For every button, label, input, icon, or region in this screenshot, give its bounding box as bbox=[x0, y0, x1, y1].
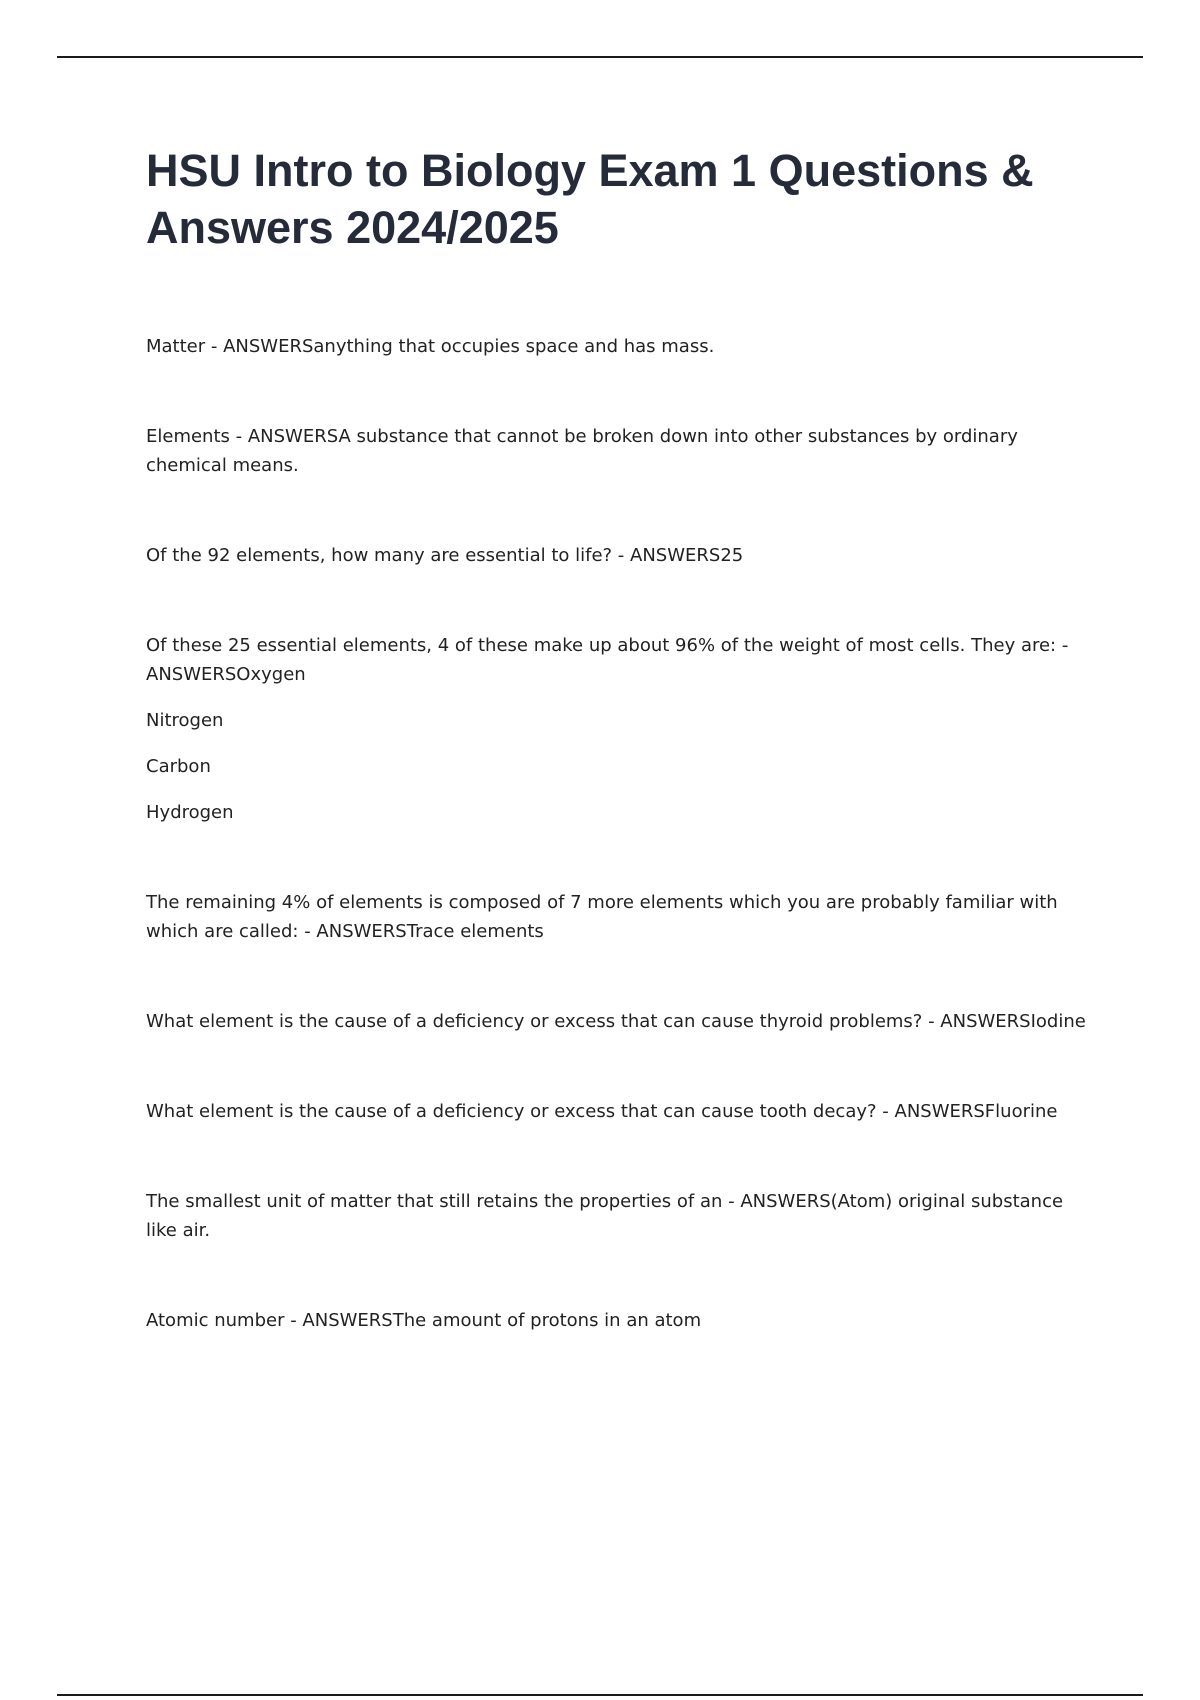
qa-entry-major-elements bbox=[146, 631, 1094, 827]
qa-list bbox=[146, 332, 1094, 1335]
top-divider bbox=[57, 56, 1143, 58]
page-title: HSU Intro to Biology Exam 1 Questions & Answers 2024/2025 bbox=[146, 145, 1034, 253]
qa-entry-atomic-number: Atomic number - ANSWERSThe amount of protons in an atom bbox=[146, 1310, 702, 1331]
list-item-carbon: Carbon bbox=[146, 756, 211, 777]
list-item-hydrogen: Hydrogen bbox=[146, 802, 234, 823]
qa-entry-matter: Matter - ANSWERSanything that occupies space and has mass. bbox=[146, 336, 715, 357]
qa-entry-tooth-decay: What element is the cause of a deficiency or excess that can cause tooth decay? - ANSWERSFluorine bbox=[146, 1101, 1058, 1122]
bottom-divider bbox=[57, 1694, 1143, 1696]
list-item-nitrogen: Nitrogen bbox=[146, 710, 224, 731]
qa-entry-elements: Elements - ANSWERSA substance that cannot be broken down into other substances by ordinary chemical means. bbox=[146, 426, 1018, 476]
qa-entry-thyroid: What element is the cause of a deficiency or excess that can cause thyroid problems? - ANSWERSIodine bbox=[146, 1011, 1086, 1032]
qa-entry-major-elements-text: Of these 25 essential elements, 4 of these make up about 96% of the weight of most cells. They are: - ANSWERSOxygen bbox=[146, 635, 1069, 685]
qa-entry-atom: The smallest unit of matter that still retains the properties of an - ANSWERS(Atom) original substance like air. bbox=[146, 1191, 1064, 1241]
qa-entry-essential-count: Of the 92 elements, how many are essential to life? - ANSWERS25 bbox=[146, 545, 744, 566]
qa-entry-trace-elements: The remaining 4% of elements is composed of 7 more elements which you are probably familiar with which are called: - ANSWERSTrace elements bbox=[146, 892, 1058, 942]
